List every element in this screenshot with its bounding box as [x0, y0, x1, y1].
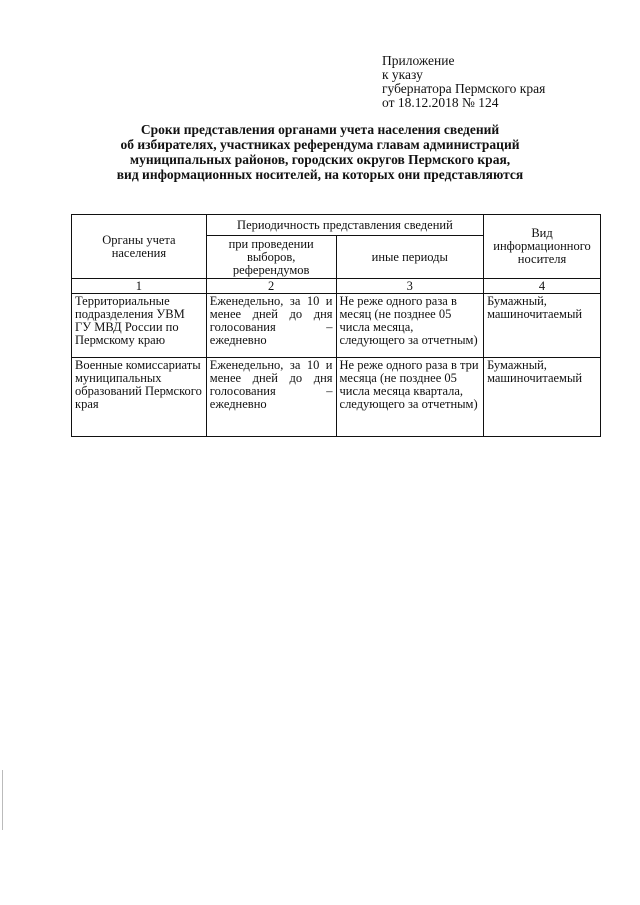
column-number: 4 — [484, 279, 601, 294]
cell-other: Не реже одного раза в три месяца (не позднее 05 числа месяца квартала, следующего за отчетным) — [336, 358, 484, 437]
header-periodicity: Периодичность представления сведений — [206, 215, 483, 236]
cell-media: Бумажный, машиночитаемый — [484, 294, 601, 358]
column-number: 1 — [72, 279, 207, 294]
header-elections: при проведении выборов, референдумов — [206, 236, 336, 279]
cell-organ: Военные комиссариаты муниципальных образований Пермского края — [72, 358, 207, 437]
appendix-line: от 18.12.2018 № 124 — [382, 95, 499, 110]
table-row — [72, 294, 601, 358]
appendix-line: губернатора Пермского края — [382, 81, 546, 96]
appendix-line: Приложение — [382, 53, 455, 68]
title-line: вид информационных носителей, на которых они представляются — [116, 167, 524, 182]
title-line: Сроки представления органами учета населения сведений — [140, 122, 500, 137]
cell-elections: Еженедельно, за 10 и менее дней до дня голосования – ежедневно — [206, 358, 336, 437]
scan-edge-mark — [2, 770, 3, 830]
cell-other: Не реже одного раза в месяц (не позднее 05 числа месяца, следующего за отчетным) — [336, 294, 484, 358]
column-number: 3 — [336, 279, 484, 294]
document-title — [100, 122, 540, 182]
appendix-line: к указу — [382, 67, 423, 82]
header-media: Вид информационного носителя — [484, 215, 601, 279]
deadlines-table — [71, 214, 601, 437]
column-number: 2 — [206, 279, 336, 294]
cell-elections: Еженедельно, за 10 и менее дней до дня голосования – ежедневно — [206, 294, 336, 358]
cell-media: Бумажный, машиночитаемый — [484, 358, 601, 437]
table-row — [72, 358, 601, 437]
title-line: об избирателях, участниках референдума главам администраций — [120, 137, 520, 152]
cell-organ: Территориальные подразделения УВМ ГУ МВД России по Пермскому краю — [72, 294, 207, 358]
title-line: муниципальных районов, городских округов Пермского края, — [129, 152, 511, 167]
header-other-periods: иные периоды — [336, 236, 484, 279]
header-organs: Органы учета населения — [72, 215, 207, 279]
column-number-row — [72, 279, 601, 294]
header-row — [72, 215, 601, 236]
appendix-block — [382, 54, 545, 110]
